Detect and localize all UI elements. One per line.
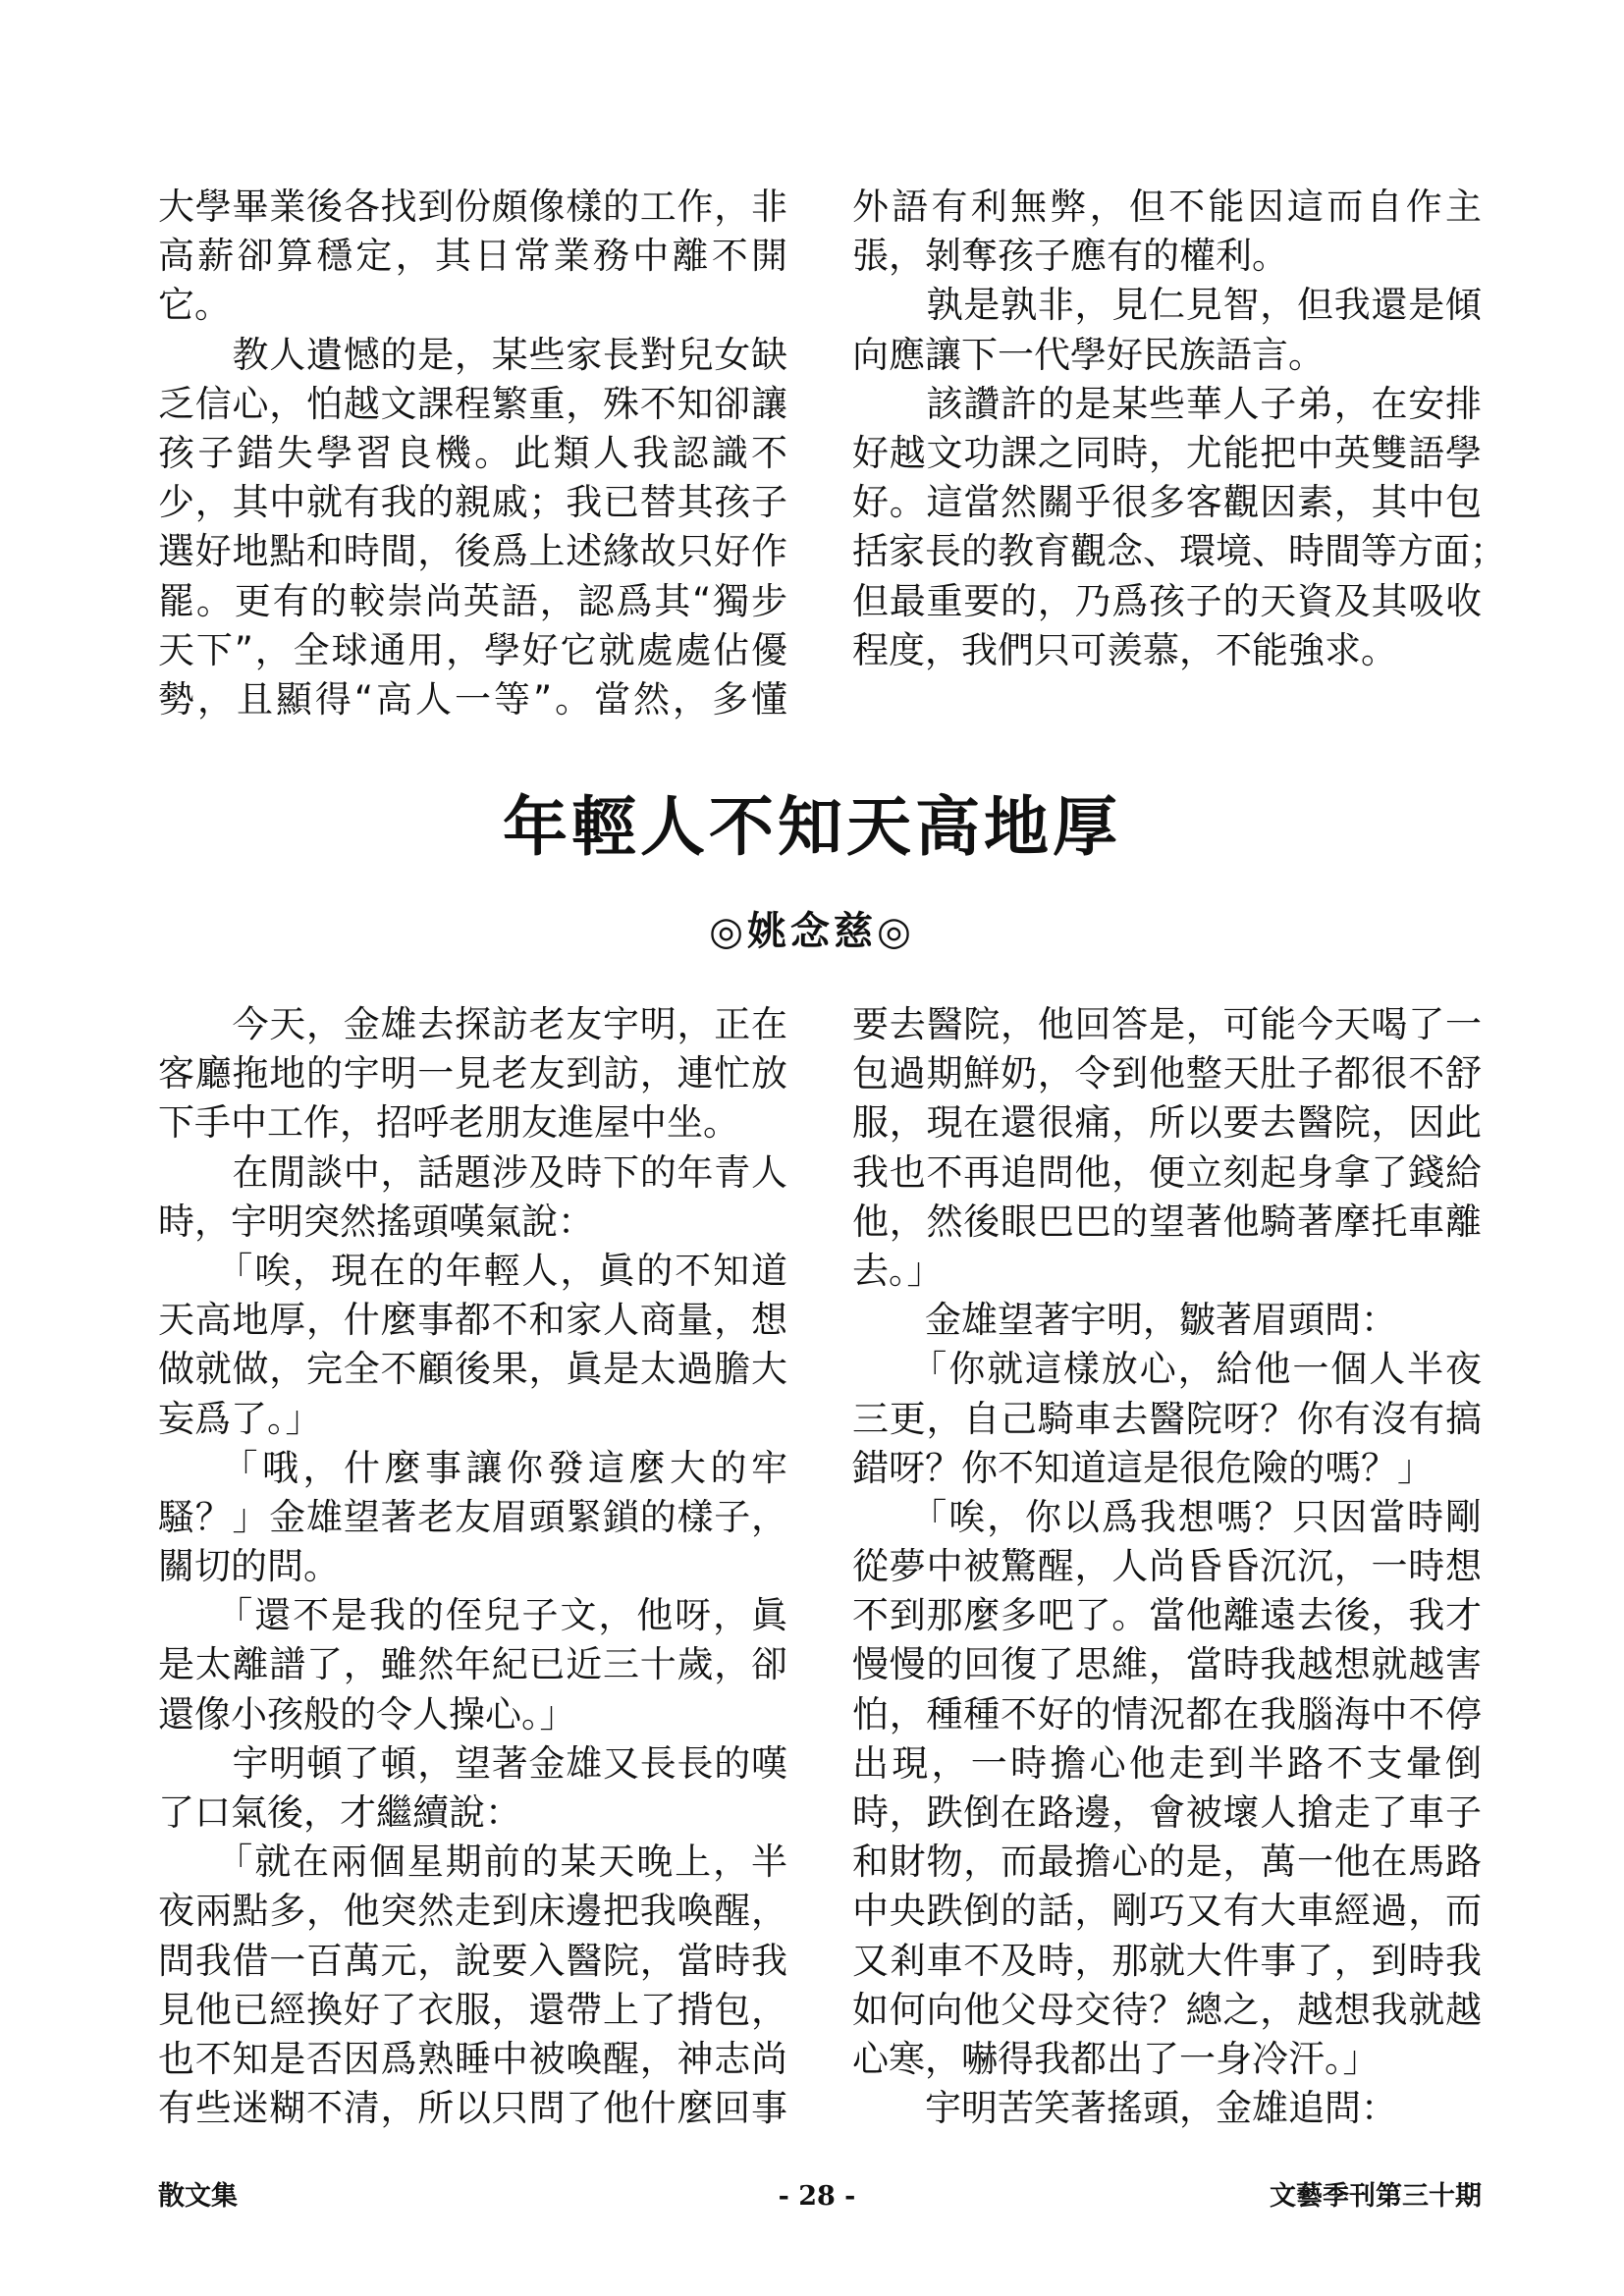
text-line: 宇明苦笑著搖頭，金雄追問： — [852, 2087, 1397, 2130]
text-line: 天高地厚，什麼事都不和家人商量，想 — [158, 1299, 787, 1342]
top-right-column — [852, 183, 1506, 675]
text-line: 出現，一時擔心他走到半路不支暈倒 — [852, 1741, 1482, 1785]
paragraph — [852, 1296, 1482, 1345]
paragraph — [158, 1000, 787, 1148]
text-line: 慢慢的回復了思維，當時我越想就越害 — [852, 1643, 1482, 1686]
text-line: 妄爲了。」 — [158, 1397, 322, 1440]
text-line: 括家長的教育觀念、環境、時間等方面； — [852, 530, 1506, 573]
text-line: 我也不再追問他，便立刻起身拿了錢給 — [852, 1150, 1482, 1194]
paragraph — [158, 1838, 787, 2133]
text-line: 「哦，什麼事讓你發這麼大的牢 — [158, 1446, 787, 1489]
text-line: 夜兩點多，他突然走到床邊把我喚醒， — [158, 1890, 787, 1933]
text-line: 但最重要的，乃爲孩子的天資及其吸收 — [852, 579, 1482, 622]
text-line: 中央跌倒的話，剛巧又有大車經過，而 — [852, 1890, 1482, 1933]
article-author: ◎姚念慈◎ — [709, 909, 915, 954]
text-line: 時，跌倒在路邊，會被壞人搶走了車子 — [852, 1791, 1482, 1834]
text-line: 「唉，你以爲我想嗎？只因當時剛 — [852, 1495, 1482, 1538]
article-title: 年輕人不知天高地厚 — [503, 788, 1121, 865]
text-line: 服，現在還很痛，所以要去醫院，因此 — [852, 1101, 1482, 1145]
text-line: 程度，我們只可羨慕，不能強求。 — [852, 628, 1397, 671]
text-line: 「還不是我的侄兒子文，他呀，眞 — [158, 1594, 787, 1637]
text-line: 怕，種種不好的情況都在我腦海中不停 — [852, 1692, 1482, 1735]
text-line: 心寒，嚇得我都出了一身冷汗。」 — [852, 2037, 1380, 2080]
paragraph — [852, 1345, 1482, 1493]
paragraph — [158, 1247, 787, 1444]
text-line: 下手中工作，招呼老朋友進屋中坐。 — [158, 1101, 739, 1145]
text-line: 做就做，完全不顧後果，眞是太過膽大 — [158, 1348, 787, 1391]
text-line: 張，剝奪孩子應有的權利。 — [852, 235, 1288, 278]
paragraph — [158, 1591, 787, 1739]
text-line: 騷？」金雄望著老友眉頭緊鎖的樣子， — [158, 1495, 787, 1538]
text-line: 今天，金雄去探訪老友宇明，正在 — [158, 1003, 787, 1045]
text-line: 宇明頓了頓，望著金雄又長長的嘆 — [158, 1741, 787, 1785]
paragraph — [852, 1000, 1482, 1296]
paragraph — [852, 281, 1482, 379]
text-line: 高薪卻算穩定，其日常業務中離不開 — [158, 235, 787, 278]
text-line: 問我借一百萬元，說要入醫院，當時我 — [158, 1939, 787, 1982]
text-line: 如何向他父母交待？總之，越想我就越 — [852, 1988, 1482, 2031]
paragraph — [158, 1444, 787, 1592]
text-line: 金雄望著宇明，皺著眉頭問： — [852, 1299, 1397, 1342]
text-line: 選好地點和時間，後爲上述緣故只好作 — [158, 530, 787, 573]
text-line: 好。這當然關乎很多客觀因素，其中包 — [852, 481, 1482, 524]
text-line: 教人遺憾的是，某些家長對兒女缺 — [158, 333, 787, 376]
text-line: 又剎車不及時，那就大件事了，到時我 — [852, 1939, 1482, 1982]
text-line: 向應讓下一代學好民族語言。 — [852, 333, 1325, 376]
text-line: 客廳拖地的宇明一見老友到訪，連忙放 — [158, 1052, 787, 1095]
text-line: 了口氣後，才繼續說： — [158, 1791, 521, 1834]
article-left-column — [158, 1000, 787, 2133]
text-line: 少，其中就有我的親戚；我已替其孩子 — [158, 481, 787, 524]
article-right-column — [852, 1000, 1482, 2133]
footer-page-number: - 28 - — [778, 2181, 856, 2212]
text-line: 和財物，而最擔心的是，萬一他在馬路 — [852, 1841, 1482, 1884]
text-line: 有些迷糊不清，所以只問了他什麼回事 — [158, 2087, 787, 2130]
text-line: 它。 — [158, 284, 231, 327]
footer-section-name: 散文集 — [158, 2181, 238, 2212]
text-line: 在閒談中，話題涉及時下的年青人 — [158, 1150, 787, 1194]
text-line: 孩子錯失學習良機。此類人我認識不 — [158, 431, 787, 474]
top-left-column — [158, 183, 787, 724]
text-line: 好越文功課之同時，尤能把中英雙語學 — [852, 431, 1482, 474]
text-line: 大學畢業後各找到份頗像樣的工作，非 — [158, 186, 787, 228]
text-line: 是太離譜了，雖然年紀已近三十歲，卻 — [158, 1643, 787, 1686]
text-line: 還像小孩般的令人操心。」 — [158, 1692, 576, 1735]
text-line: 「唉，現在的年輕人，眞的不知道 — [158, 1249, 787, 1292]
text-line: 罷。更有的較崇尚英語，認爲其“獨步 — [158, 579, 787, 622]
paragraph — [852, 183, 1482, 281]
text-line: 三更，自己騎車去醫院呀？你有沒有搞 — [852, 1397, 1482, 1440]
text-line: 該讚許的是某些華人子弟，在安排 — [852, 382, 1482, 425]
text-line: 乏信心，怕越文課程繁重，殊不知卻讓 — [158, 382, 787, 425]
text-line: 時，宇明突然搖頭嘆氣說： — [158, 1200, 594, 1243]
paragraph — [158, 331, 787, 725]
text-line: 錯呀？你不知道這是很危險的嗎？」 — [852, 1446, 1434, 1489]
text-line: 包過期鮮奶，令到他整天肚子都很不舒 — [852, 1052, 1482, 1095]
paragraph — [158, 1739, 787, 1838]
paragraph — [158, 1148, 787, 1247]
paragraph — [852, 380, 1506, 675]
text-line: 「就在兩個星期前的某天晚上，半 — [158, 1841, 787, 1884]
text-line: 關切的問。 — [158, 1545, 340, 1588]
text-line: 孰是孰非，見仁見智，但我還是傾 — [852, 284, 1482, 327]
footer-publication: 文藝季刊第三十期 — [1270, 2181, 1482, 2212]
text-line: 外語有利無弊，但不能因這而自作主 — [852, 186, 1482, 228]
text-line: 天下”，全球通用，學好它就處處佔優 — [158, 628, 787, 671]
text-line: 不到那麼多吧了。當他離遠去後，我才 — [852, 1594, 1482, 1637]
text-line: 去。」 — [852, 1249, 944, 1292]
text-line: 見他已經換好了衣服，還帶上了揹包， — [158, 1988, 787, 2031]
paragraph — [158, 183, 787, 331]
text-line: 也不知是否因爲熟睡中被喚醒，神志尚 — [158, 2037, 787, 2080]
text-line: 勢，且顯得“高人一等”。當然，多懂 — [158, 677, 787, 721]
text-line: 「你就這樣放心，給他一個人半夜 — [852, 1348, 1482, 1391]
paragraph — [852, 2084, 1482, 2133]
text-line: 從夢中被驚醒，人尚昏昏沉沉，一時想 — [852, 1545, 1482, 1588]
text-line: 他，然後眼巴巴的望著他騎著摩托車離 — [852, 1200, 1482, 1243]
paragraph — [852, 1493, 1482, 2084]
text-line: 要去醫院，他回答是，可能今天喝了一 — [852, 1003, 1482, 1045]
